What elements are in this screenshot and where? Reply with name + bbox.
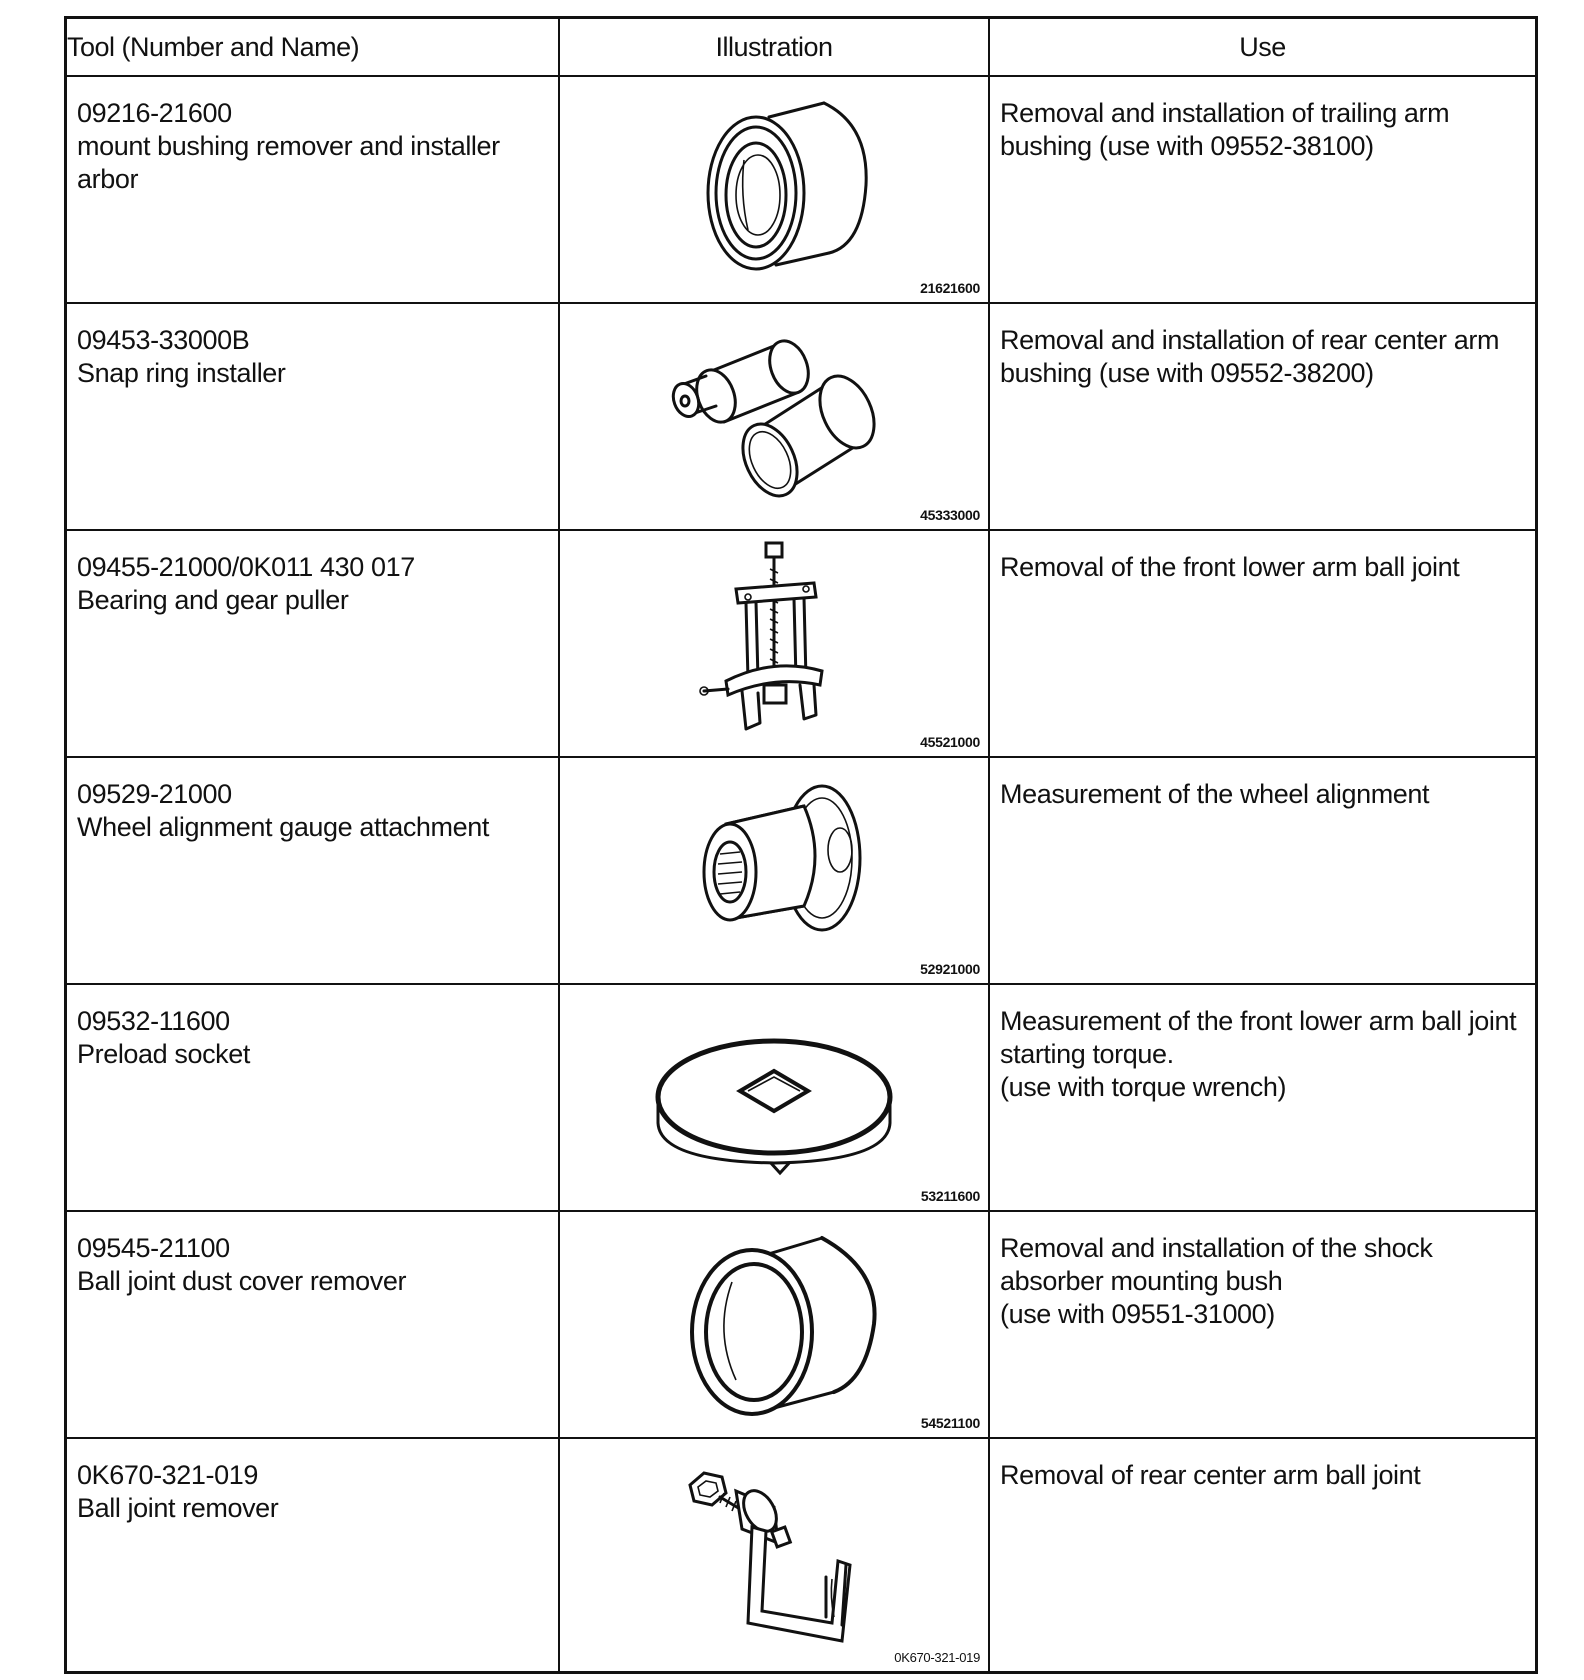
tool-number: 09532-11600 xyxy=(77,1006,230,1036)
table-row xyxy=(66,757,1537,984)
tool-cell xyxy=(66,1211,560,1438)
illustration-cell xyxy=(559,1438,989,1673)
table-row xyxy=(66,1438,1537,1673)
tool-number: 09529-21000 xyxy=(77,779,232,809)
table-header-row xyxy=(66,18,1537,77)
tool-name: Wheel alignment gauge attachment xyxy=(77,812,489,842)
tool-number: 09216-21600 xyxy=(77,98,232,128)
use-cell xyxy=(989,757,1537,984)
header-illustration: Illustration xyxy=(559,18,989,77)
tool-name: arbor xyxy=(77,164,139,194)
illustration-cell xyxy=(559,303,989,530)
tool-cell xyxy=(66,1438,560,1673)
tool-name: Preload socket xyxy=(77,1039,250,1069)
gauge-attachment-icon xyxy=(654,766,894,956)
use-text: bushing (use with 09552-38100) xyxy=(1000,131,1374,161)
tool-name: Ball joint dust cover remover xyxy=(77,1266,407,1296)
illustration-cell xyxy=(559,757,989,984)
use-text: Removal and installation of the shock xyxy=(1000,1233,1433,1263)
use-cell xyxy=(989,76,1537,303)
use-text: Measurement of the wheel alignment xyxy=(1000,779,1430,809)
table-row xyxy=(66,984,1537,1211)
use-text: (use with 09551-31000) xyxy=(1000,1299,1275,1329)
table-row xyxy=(66,76,1537,303)
table-row xyxy=(66,1211,1537,1438)
use-text: Removal and installation of rear center arm xyxy=(1000,325,1500,355)
illustration-cell xyxy=(559,76,989,303)
part-code: 0K670-321-019 xyxy=(894,1650,980,1665)
special-tools-table xyxy=(64,16,1538,1674)
table-row xyxy=(66,530,1537,757)
tool-name: Ball joint remover xyxy=(77,1493,279,1523)
gear-puller-icon xyxy=(664,539,884,739)
tool-name: mount bushing remover and installer xyxy=(77,131,500,161)
illustration-cell xyxy=(559,984,989,1211)
use-cell xyxy=(989,1438,1537,1673)
use-text: bushing (use with 09552-38200) xyxy=(1000,358,1374,388)
tool-name: Bearing and gear puller xyxy=(77,585,349,615)
tool-name: Snap ring installer xyxy=(77,358,286,388)
use-cell xyxy=(989,303,1537,530)
use-cell xyxy=(989,984,1537,1211)
tool-number: 0K670-321-019 xyxy=(77,1460,258,1490)
part-code: 45521000 xyxy=(920,734,980,750)
tool-cell xyxy=(66,76,560,303)
dust-cover-remover-icon xyxy=(644,1220,904,1420)
use-text: Removal of rear center arm ball joint xyxy=(1000,1460,1421,1490)
tool-cell xyxy=(66,757,560,984)
part-code: 21621600 xyxy=(920,280,980,296)
tool-cell xyxy=(66,984,560,1211)
ball-joint-remover-icon xyxy=(654,1447,894,1647)
preload-socket-icon xyxy=(644,993,904,1183)
special-tools-page xyxy=(64,16,1536,1668)
header-tool: Tool (Number and Name) xyxy=(66,18,560,77)
use-cell xyxy=(989,1211,1537,1438)
part-code: 54521100 xyxy=(920,1415,980,1431)
illustration-cell xyxy=(559,530,989,757)
tool-number: 09453-33000B xyxy=(77,325,250,355)
use-text: Removal of the front lower arm ball joint xyxy=(1000,552,1460,582)
part-code: 53211600 xyxy=(920,1188,980,1204)
illustration-cell xyxy=(559,1211,989,1438)
use-text: Measurement of the front lower arm ball joint xyxy=(1000,1006,1517,1036)
tool-number: 09455-21000/0K011 430 017 xyxy=(77,552,415,582)
use-cell xyxy=(989,530,1537,757)
use-text: (use with torque wrench) xyxy=(1000,1072,1287,1102)
part-code: 52921000 xyxy=(920,961,980,977)
table-row xyxy=(66,303,1537,530)
bushing-arbor-icon xyxy=(644,85,904,275)
tool-cell xyxy=(66,303,560,530)
tool-cell xyxy=(66,530,560,757)
use-text: starting torque. xyxy=(1000,1039,1174,1069)
snap-ring-installer-icon xyxy=(644,312,904,502)
use-text: Removal and installation of trailing arm xyxy=(1000,98,1450,128)
header-use: Use xyxy=(989,18,1537,77)
tool-number: 09545-21100 xyxy=(77,1233,230,1263)
part-code: 45333000 xyxy=(920,507,980,523)
use-text: absorber mounting bush xyxy=(1000,1266,1283,1296)
